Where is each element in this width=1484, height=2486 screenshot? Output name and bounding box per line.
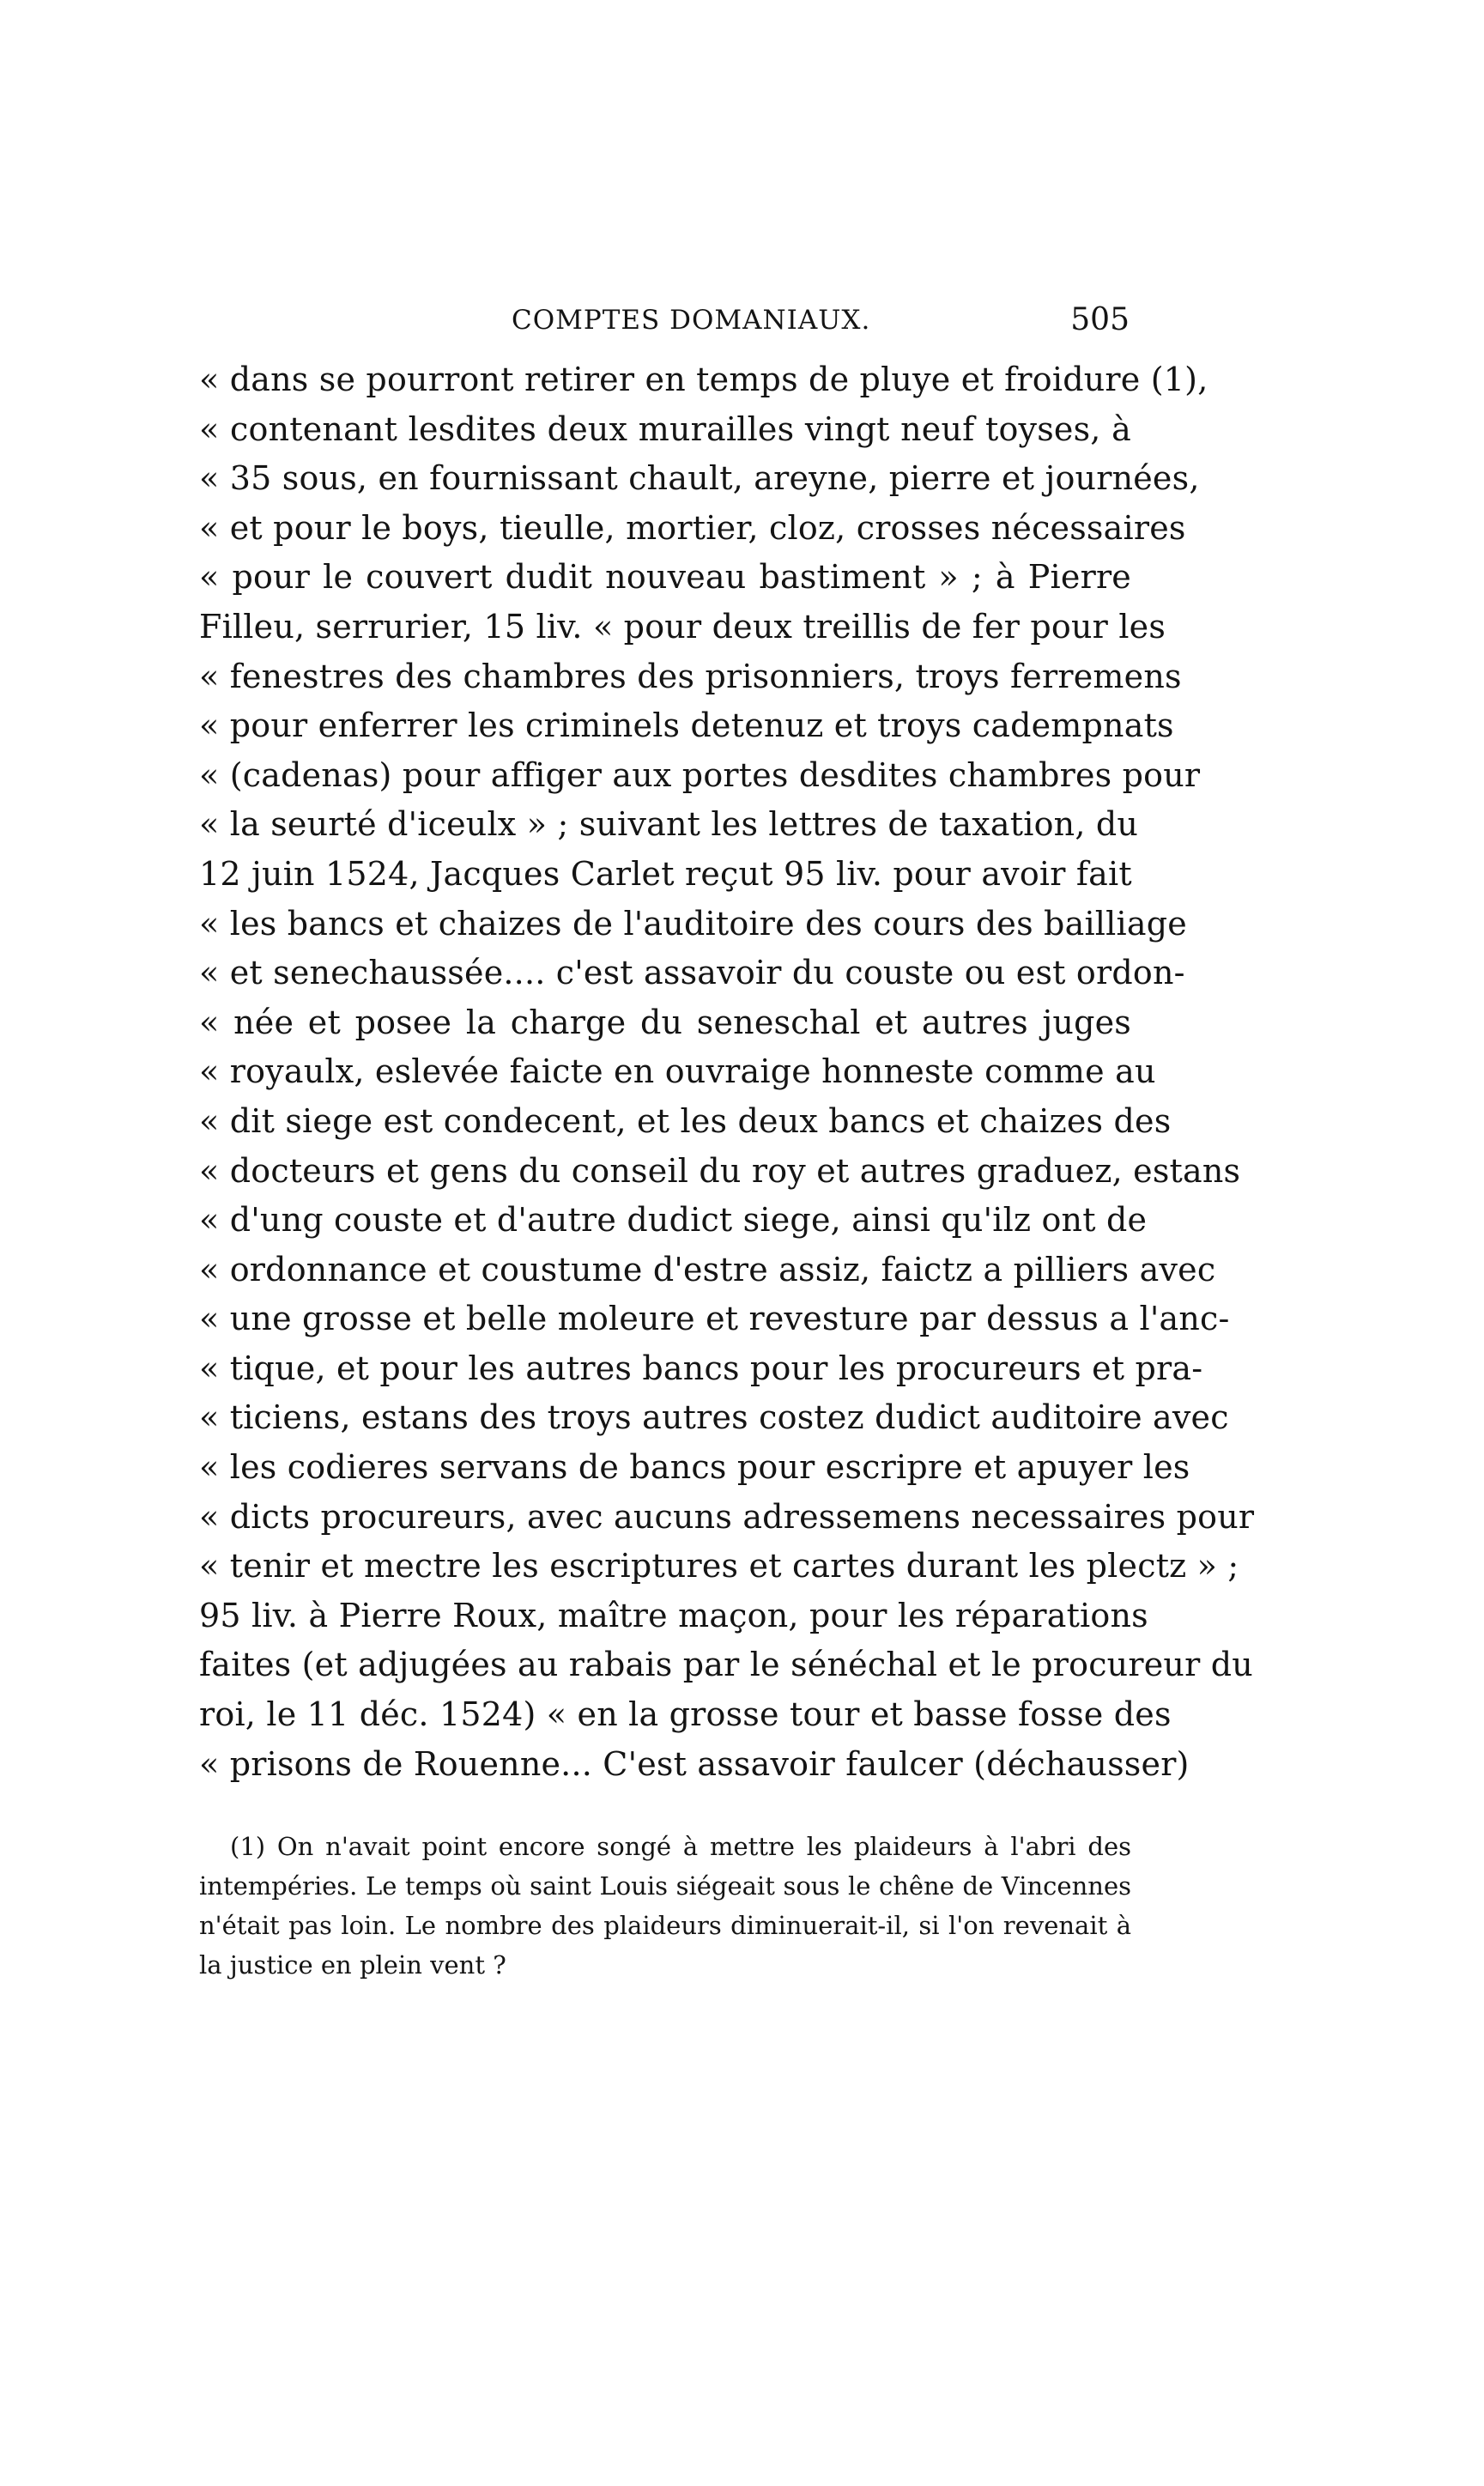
text-line: Filleu, serrurier, 15 liv. « pour deux treillis de fer pour les xyxy=(199,607,1166,646)
text-line: « pour enferrer les criminels detenuz et troys cadempnats xyxy=(199,706,1174,745)
footnote-line: intempéries. Le temps où saint Louis siégeait sous le chêne de Vincennes xyxy=(199,1871,1131,1901)
text-line: « contenant lesdites deux murailles vingt neuf toyses, à xyxy=(199,409,1131,448)
text-line: « tenir et mectre les escriptures et cartes durant les plectz » ; xyxy=(199,1547,1239,1586)
text-line: « dans se pourront retirer en temps de pluye et froidure (1), xyxy=(199,361,1208,398)
text-line: « ordonnance et coustume d'estre assiz, faictz a pilliers avec xyxy=(199,1250,1216,1288)
text-line: « d'ung couste et d'autre dudict siege, ainsi qu'ilz ont de xyxy=(199,1201,1148,1240)
text-line: « la seurté d'iceulx » ; suivant les lettres de taxation, du xyxy=(199,805,1139,844)
text-line: « une grosse et belle moleure et revesture par dessus a l'anc- xyxy=(199,1300,1230,1338)
page-number: 505 xyxy=(1070,302,1130,337)
running-title: COMPTES DOMANIAUX. xyxy=(512,305,871,336)
text-line: « les codieres servans de bancs pour escripre et apuyer les xyxy=(199,1448,1190,1487)
text-line: « ticiens, estans des troys autres costez dudict auditoire avec xyxy=(199,1398,1229,1437)
text-line: « et senechaussée.... c'est assavoir du couste ou est ordon- xyxy=(199,954,1185,992)
footnote-line: n'était pas loin. Le nombre des plaideurs diminuerait-il, si l'on revenait à xyxy=(199,1911,1131,1940)
text-line: « docteurs et gens du conseil du roy et autres graduez, estans xyxy=(199,1151,1241,1190)
text-line: faites (et adjugées au rabais par le sénéchal et le procureur du xyxy=(199,1646,1253,1684)
text-line: « les bancs et chaizes de l'auditoire des cours des bailliage xyxy=(199,904,1187,943)
text-line: « 35 sous, en fournissant chault, areyne, pierre et journées, xyxy=(199,459,1200,498)
text-line: « dicts procureurs, avec aucuns adressemens necessaires pour xyxy=(199,1497,1255,1536)
text-line: « (cadenas) pour affiger aux portes desdites chambres pour xyxy=(199,755,1201,794)
text-line: « royaulx, eslevée faicte en ouvraige honneste comme au xyxy=(199,1052,1156,1091)
text-line: « prisons de Rouenne... C'est assavoir faulcer (déchausser) xyxy=(199,1744,1190,1783)
footnote-line: (1) On n'avait point encore songé à mettre les plaideurs à l'abri des xyxy=(230,1832,1131,1861)
text-line: « née et posee la charge du seneschal et autres juges xyxy=(199,1003,1131,1041)
text-line: « et pour le boys, tieulle, mortier, cloz, crosses nécessaires xyxy=(199,508,1186,547)
text-line: « dit siege est condecent, et les deux bancs et chaizes des xyxy=(199,1101,1172,1140)
text-line: « fenestres des chambres des prisonniers, troys ferremens xyxy=(199,657,1182,695)
text-line: roi, le 11 déc. 1524) « en la grosse tour et basse fosse des xyxy=(199,1695,1172,1734)
text-line: « pour le couvert dudit nouveau bastiment » ; à Pierre xyxy=(199,558,1131,597)
footnote xyxy=(199,1827,1131,1985)
page-header xyxy=(203,299,1130,342)
text-line: 12 juin 1524, Jacques Carlet reçut 95 liv. pour avoir fait xyxy=(199,854,1132,893)
footnote-line: la justice en plein vent ? xyxy=(199,1950,506,1980)
main-text xyxy=(199,355,1255,1789)
text-line: « tique, et pour les autres bancs pour les procureurs et pra- xyxy=(199,1349,1203,1387)
text-line: 95 liv. à Pierre Roux, maître maçon, pour les réparations xyxy=(199,1596,1148,1634)
